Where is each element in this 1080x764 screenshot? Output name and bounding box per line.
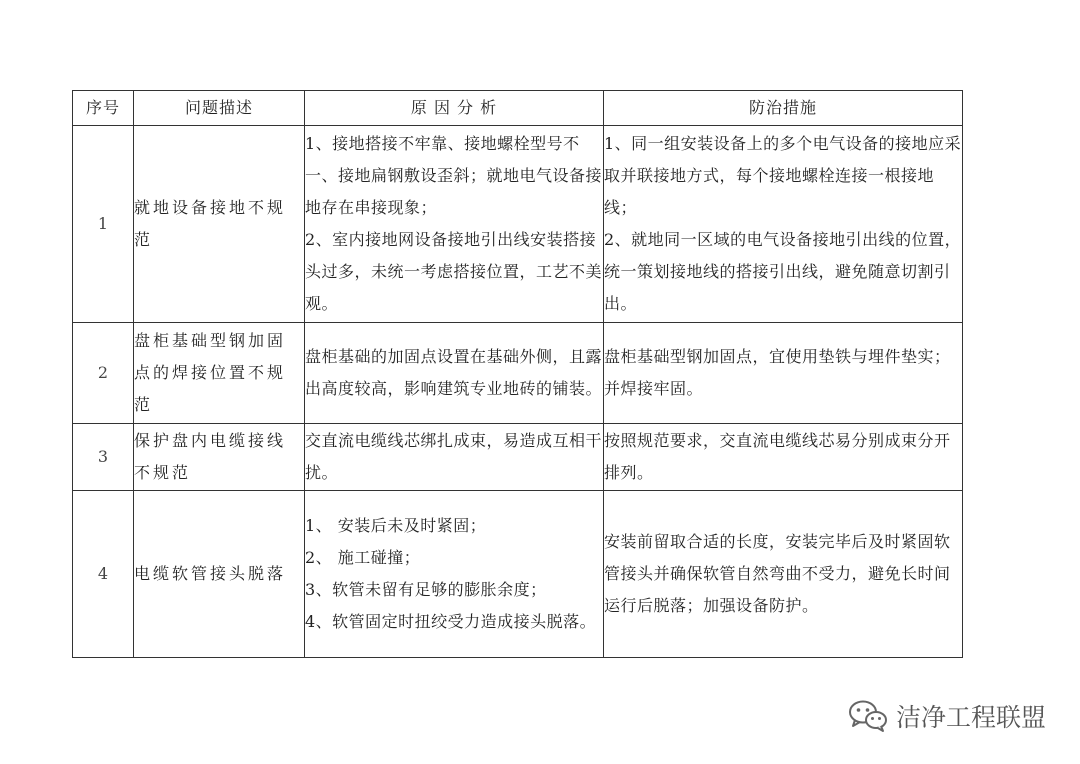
- row-number: 2: [73, 323, 134, 424]
- measure-line: 2、就地同一区域的电气设备接地引出线的位置，统一策划接地线的搭接引出线，避免随意切割引出。: [604, 230, 962, 313]
- row-number: 3: [73, 424, 134, 491]
- cause-line: 3、软管未留有足够的膨胀余度；: [305, 580, 547, 599]
- cause-line: 1、 安装后未及时紧固；: [305, 516, 487, 535]
- watermark-text: 洁净工程联盟: [895, 703, 1046, 732]
- row-number: 1: [73, 126, 134, 323]
- cause-line: 1、接地搭接不牢靠、接地螺栓型号不一、接地扁钢敷设歪斜；就地电气设备接地存在串接现象；: [305, 134, 603, 217]
- row-measure: [604, 491, 963, 658]
- wechat-icon: [848, 699, 888, 733]
- watermark: [848, 696, 1046, 736]
- cause-line: 交直流电缆线芯绑扎成束，易造成互相干扰。: [305, 431, 603, 482]
- row-measure: [604, 126, 963, 323]
- cause-line: 2、 施工碰撞；: [305, 548, 421, 567]
- header-cause: 原 因 分 析: [305, 91, 604, 126]
- table-row: [73, 424, 963, 491]
- row-issue: 保护盘内电缆接线不规范: [134, 424, 305, 491]
- cause-line: 4、软管固定时扭绞受力造成接头脱落。: [305, 612, 597, 631]
- row-cause: [305, 424, 604, 491]
- measure-line: 按照规范要求，交直流电缆线芯易分别成束分开排列。: [604, 431, 951, 482]
- row-cause: [305, 323, 604, 424]
- row-measure: [604, 323, 963, 424]
- measure-line: 安装前留取合适的长度，安装完毕后及时紧固软管接头并确保软管自然弯曲不受力，避免长时间运行后脱落；加强设备防护。: [604, 532, 951, 615]
- row-cause: [305, 126, 604, 323]
- row-issue: 就地设备接地不规范: [134, 126, 305, 323]
- header-row: [73, 91, 963, 126]
- defect-table: [72, 90, 963, 658]
- measure-line: 盘柜基础型钢加固点，宜使用垫铁与埋件垫实；并焊接牢固。: [604, 347, 951, 398]
- header-number: 序号: [73, 91, 134, 126]
- header-issue: 问题描述: [134, 91, 305, 126]
- cause-line: 2、室内接地网设备接地引出线安装搭接头过多，未统一考虑搭接位置，工艺不美观。: [305, 230, 603, 313]
- header-measure: 防治措施: [604, 91, 963, 126]
- row-issue: 电缆软管接头脱落: [134, 491, 305, 658]
- row-number: 4: [73, 491, 134, 658]
- row-issue: 盘柜基础型钢加固点的焊接位置不规范: [134, 323, 305, 424]
- table-row: [73, 126, 963, 323]
- table-row: [73, 491, 963, 658]
- measure-line: 1、同一组安装设备上的多个电气设备的接地应采取并联接地方式，每个接地螺栓连接一根接地线；: [604, 134, 962, 217]
- row-measure: [604, 424, 963, 491]
- row-cause: [305, 491, 604, 658]
- cause-line: 盘柜基础的加固点设置在基础外侧，且露出高度较高，影响建筑专业地砖的铺装。: [305, 347, 603, 398]
- table-row: [73, 323, 963, 424]
